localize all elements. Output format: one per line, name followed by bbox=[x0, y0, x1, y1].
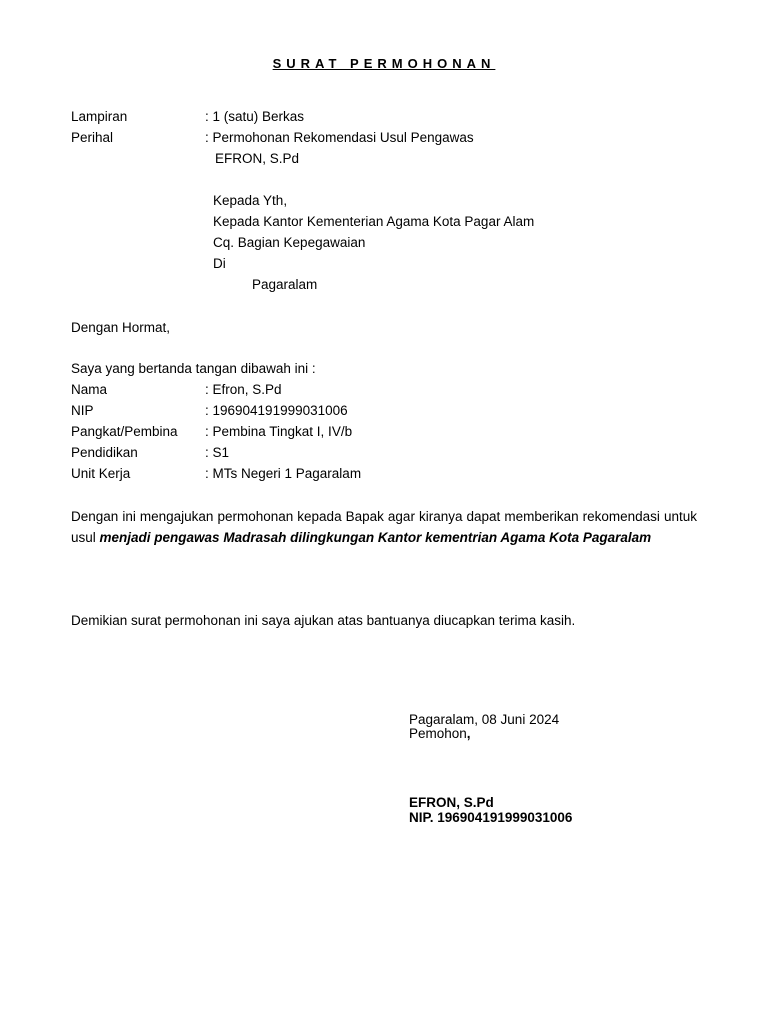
signature-role-text: Pemohon bbox=[409, 726, 467, 741]
recipient-line-5: Pagaralam bbox=[252, 277, 318, 292]
closing-text: Demikian surat permohonan ini saya ajukan atas bantuanya diucapkan terima kasih. bbox=[71, 613, 576, 628]
recipient-line-3: Cq. Bagian Kepegawaian bbox=[213, 235, 366, 250]
recipient-line-2: Kepada Kantor Kementerian Agama Kota Pagar Alam bbox=[213, 214, 535, 229]
intro-text: Saya yang bertanda tangan dibawah ini : bbox=[71, 361, 316, 376]
signature-role bbox=[409, 726, 471, 742]
body-text: Dengan ini mengajukan permohonan kepada Bapak agar kiranya dapat memberikan rekomendasi untuk usul bbox=[71, 509, 697, 545]
lampiran-label: Lampiran bbox=[71, 109, 128, 124]
signature-role-comma: , bbox=[466, 726, 471, 741]
identity-value: : 196904191999031006 bbox=[205, 403, 348, 418]
perihal-value-name: EFRON, S.Pd bbox=[215, 151, 300, 166]
identity-value: : S1 bbox=[205, 445, 230, 460]
letter-title: SURAT PERMOHONAN bbox=[272, 56, 496, 71]
identity-value: : MTs Negeri 1 Pagaralam bbox=[205, 466, 362, 481]
body-emphasis: menjadi pengawas Madrasah dilingkungan Kantor kementrian Agama Kota Pagaralam bbox=[99, 530, 652, 545]
signature-nip: NIP. 196904191999031006 bbox=[409, 810, 573, 825]
body-paragraph bbox=[71, 506, 697, 548]
identity-label: Nama bbox=[71, 382, 108, 397]
perihal-value: : Permohonan Rekomendasi Usul Pengawas bbox=[205, 130, 474, 145]
identity-label: Unit Kerja bbox=[71, 466, 131, 481]
signature-name: EFRON, S.Pd bbox=[409, 795, 494, 810]
identity-label: NIP bbox=[71, 403, 94, 418]
identity-label: Pendidikan bbox=[71, 445, 138, 460]
greeting: Dengan Hormat, bbox=[71, 320, 171, 335]
identity-value: : Efron, S.Pd bbox=[205, 382, 282, 397]
recipient-line-4: Di bbox=[213, 256, 226, 271]
perihal-label: Perihal bbox=[71, 130, 114, 145]
recipient-line-1: Kepada Yth, bbox=[213, 193, 288, 208]
identity-value: : Pembina Tingkat I, IV/b bbox=[205, 424, 353, 439]
signature-place-date: Pagaralam, 08 Juni 2024 bbox=[409, 712, 560, 727]
lampiran-value: : 1 (satu) Berkas bbox=[205, 109, 305, 124]
identity-label: Pangkat/Pembina bbox=[71, 424, 178, 439]
